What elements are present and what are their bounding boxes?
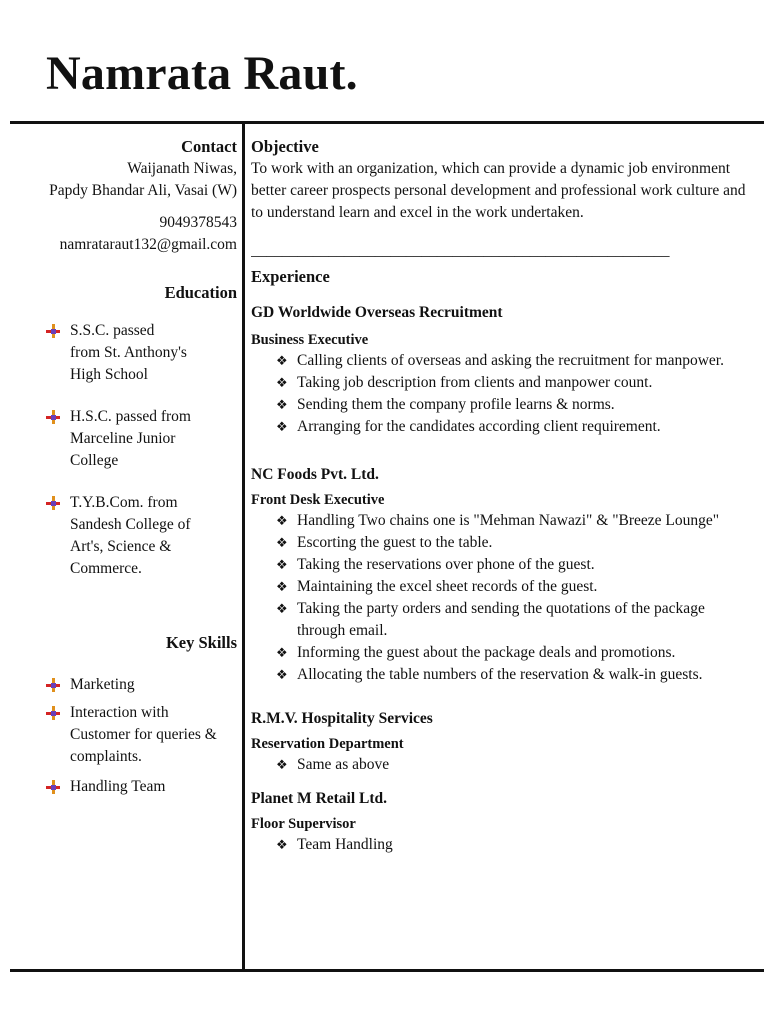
phone-number: 9049378543 xyxy=(159,214,237,231)
diamond-bullet-icon: ❖ xyxy=(276,353,288,368)
diamond-bullet-icon: ❖ xyxy=(276,667,288,682)
colored-cross-bullet-icon xyxy=(46,324,60,338)
job-duties xyxy=(251,350,756,438)
colored-cross-bullet-icon xyxy=(46,678,60,692)
diamond-bullet-icon: ❖ xyxy=(276,513,288,528)
job-role: Reservation Department xyxy=(251,736,404,752)
objective-separator: ______________________________________________________ xyxy=(251,242,670,259)
duty-item: ❖ Handling Two chains one is "Mehman Nawazi" & "Breeze Lounge" xyxy=(251,510,756,532)
top-divider xyxy=(10,121,764,124)
diamond-bullet-icon: ❖ xyxy=(276,557,288,572)
diamond-bullet-icon: ❖ xyxy=(276,601,288,616)
address-line-1: Waijanath Niwas, xyxy=(127,160,237,177)
duty-item: ❖ Team Handling xyxy=(251,834,756,856)
diamond-bullet-icon: ❖ xyxy=(276,837,288,852)
colored-cross-bullet-icon xyxy=(46,706,60,720)
duty-item: ❖ Informing the guest about the package deals and promotions. xyxy=(251,642,756,664)
diamond-bullet-icon: ❖ xyxy=(276,375,288,390)
diamond-bullet-icon: ❖ xyxy=(276,419,288,434)
right-column xyxy=(251,136,756,856)
education-list xyxy=(0,320,237,580)
diamond-bullet-icon: ❖ xyxy=(276,397,288,412)
skill-item: Interaction with Customer for queries & complaints. xyxy=(0,702,237,768)
colored-cross-bullet-icon xyxy=(46,410,60,424)
diamond-bullet-icon: ❖ xyxy=(276,645,288,660)
job-role: Business Executive xyxy=(251,332,369,348)
duty-item: ❖ Maintaining the excel sheet records of the guest. xyxy=(251,576,756,598)
education-item: H.S.C. passed from Marceline Junior College xyxy=(0,406,237,472)
skill-item: Handling Team xyxy=(0,776,237,798)
job-duties xyxy=(251,510,756,686)
job-duties xyxy=(251,834,756,856)
colored-cross-bullet-icon xyxy=(46,780,60,794)
skill-item: Marketing xyxy=(0,674,237,696)
job-company: GD Worldwide Overseas Recruitment xyxy=(251,304,503,321)
diamond-bullet-icon: ❖ xyxy=(276,535,288,550)
job-duties xyxy=(251,754,756,776)
email-address: namratar​aut132@gmail.com xyxy=(59,236,237,253)
duty-item: ❖ Allocating the table numbers of the reservation & walk-in guests. xyxy=(251,664,756,686)
job-role: Floor Supervisor xyxy=(251,816,356,832)
education-item: T.Y.B.Com. from Sandesh College of Art's, Science & Commerce. xyxy=(0,492,237,580)
diamond-bullet-icon: ❖ xyxy=(276,579,288,594)
column-divider xyxy=(242,121,245,972)
experience-heading: Experience xyxy=(251,267,330,286)
key-skills-heading: Key Skills xyxy=(165,633,237,652)
duty-item: ❖ Same as above xyxy=(251,754,756,776)
bottom-divider xyxy=(10,969,764,972)
duty-item: ❖ Taking the party orders and sending the quotations of the package through email. xyxy=(276,600,705,639)
job-company: R.M.V. Hospitality Services xyxy=(251,710,433,727)
duty-item: ❖ Calling clients of overseas and asking the recruitment for manpower. xyxy=(251,350,756,372)
skills-list xyxy=(0,674,237,798)
duty-item: ❖ Escorting the guest to the table. xyxy=(251,532,756,554)
job-company: NC Foods Pvt. Ltd. xyxy=(251,466,379,483)
job-company: Planet M Retail Ltd. xyxy=(251,790,388,807)
duty-item: ❖ Arranging for the candidates according client requirement. xyxy=(251,416,756,438)
job-role: Front Desk Executive xyxy=(251,492,385,508)
colored-cross-bullet-icon xyxy=(46,496,60,510)
duty-item: ❖ Sending them the company profile learns & norms. xyxy=(251,394,756,416)
duty-item: ❖ Taking job description from clients and manpower count. xyxy=(251,372,756,394)
resume-name: Namrata Raut. xyxy=(46,47,358,100)
diamond-bullet-icon: ❖ xyxy=(276,757,288,772)
objective-heading: Objective xyxy=(251,137,319,156)
duty-item: ❖ Taking the reservations over phone of the guest. xyxy=(251,554,756,576)
left-column xyxy=(0,136,237,798)
address-line-2: Papdy Bhandar Ali, Vasai (W) xyxy=(49,182,237,199)
contact-heading: Contact xyxy=(181,137,237,156)
education-item: S.S.C. passed from St. Anthony's High School xyxy=(0,320,237,386)
objective-text: To work with an organization, which can provide a dynamic job environment better career prospects personal development and professional work culture and to understand learn and excel in the work undertaken. xyxy=(251,160,746,221)
education-heading: Education xyxy=(164,283,237,302)
